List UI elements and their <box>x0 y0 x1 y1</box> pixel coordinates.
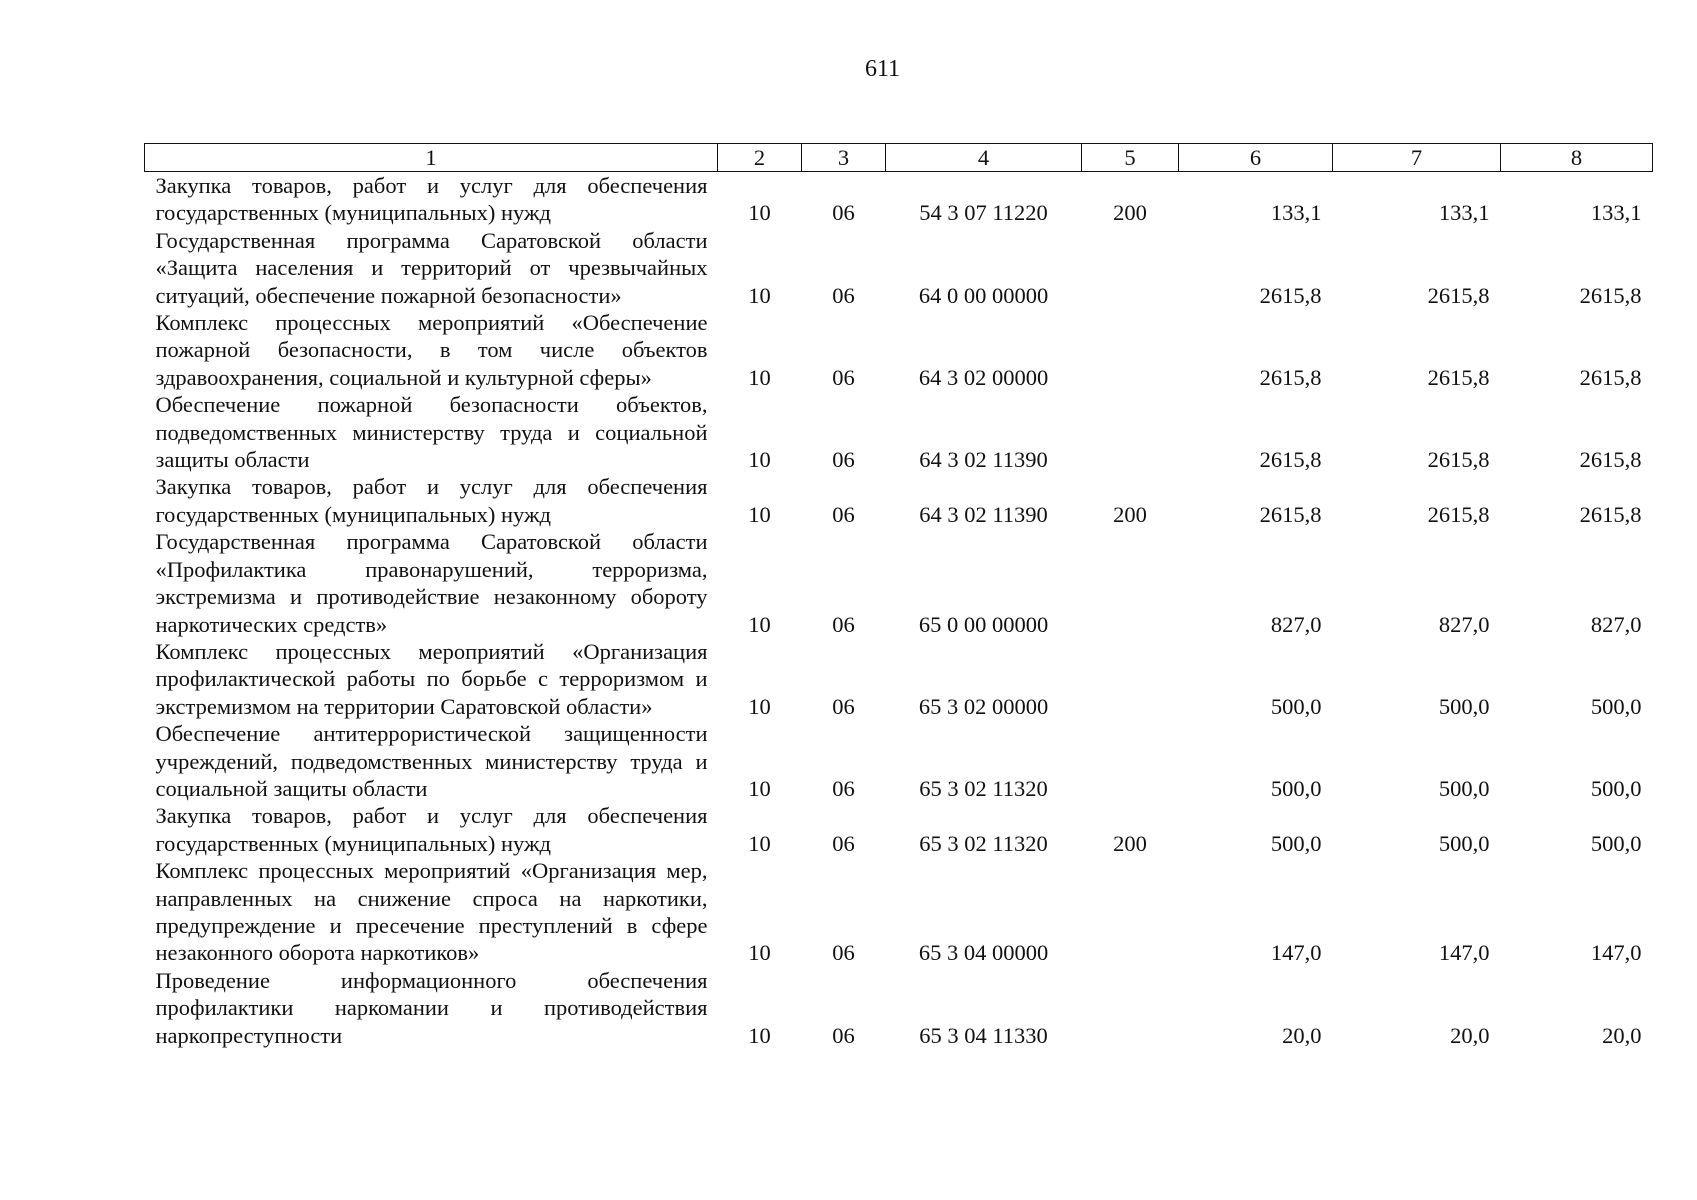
row-amount-1: 500,0 <box>1270 830 1322 856</box>
row-target-code: 64 0 00 00000 <box>918 282 1049 308</box>
row-subsection: 06 <box>832 282 855 308</box>
row-expense-type <box>1082 391 1179 473</box>
row-amount-1: 2615,8 <box>1259 501 1322 527</box>
table-row <box>145 528 1653 638</box>
row-description: Комплекс процессных мероприятий «Организация профилактической работы по борьбе с терроризмом и экстремизмом на территории Саратовской области» <box>155 638 708 719</box>
row-amount-2: 2615,8 <box>1427 364 1490 390</box>
row-amount-3: 2615,8 <box>1579 282 1642 308</box>
row-amount-1: 2615,8 <box>1259 282 1322 308</box>
row-amount-3: 827,0 <box>1590 611 1642 637</box>
table-row <box>145 720 1653 802</box>
row-target-code: 64 3 02 11390 <box>919 447 1048 473</box>
row-amount-2: 2615,8 <box>1427 447 1490 473</box>
row-subsection: 06 <box>832 364 855 390</box>
row-expense-type <box>1082 227 1179 309</box>
row-target-code: 65 0 00 00000 <box>918 611 1049 637</box>
row-target-code: 64 3 02 11390 <box>919 501 1048 527</box>
row-target-code: 64 3 02 00000 <box>918 364 1049 390</box>
row-amount-3: 2615,8 <box>1579 364 1642 390</box>
page-number: 611 <box>864 56 901 82</box>
row-section: 10 <box>748 364 771 390</box>
header-col-3: 3 <box>802 144 886 172</box>
row-subsection: 06 <box>832 447 855 473</box>
row-subsection: 06 <box>832 1022 855 1048</box>
header-col-6: 6 <box>1179 144 1333 172</box>
row-amount-2: 500,0 <box>1438 775 1490 801</box>
table-row <box>145 391 1653 473</box>
budget-table <box>144 143 1653 1049</box>
row-subsection: 06 <box>832 940 855 966</box>
row-amount-3: 500,0 <box>1590 693 1642 719</box>
row-amount-1: 147,0 <box>1270 940 1322 966</box>
row-amount-2: 2615,8 <box>1427 282 1490 308</box>
row-description: Комплекс процессных мероприятий «Организация мер, направленных на снижение спроса на наркотики, предупреждение и пресечение преступлений в сфере незаконного оборота наркотиков» <box>155 858 708 966</box>
row-section: 10 <box>748 200 771 226</box>
row-expense-type: 200 <box>1113 830 1147 856</box>
row-description: Государственная программа Саратовской области «Профилактика правонарушений, терроризма, экстремизма и противодействие незаконному обороту наркотических средств» <box>155 529 708 637</box>
row-subsection: 06 <box>832 775 855 801</box>
header-col-4: 4 <box>886 144 1082 172</box>
row-description: Проведение информационного обеспечения профилактики наркомании и противодействия наркопреступности <box>155 967 708 1048</box>
row-amount-1: 2615,8 <box>1259 364 1322 390</box>
row-section: 10 <box>748 282 771 308</box>
table-row <box>145 227 1653 309</box>
row-description: Комплекс процессных мероприятий «Обеспечение пожарной безопасности, в том числе объектов здравоохранения, социальной и культурной сферы» <box>155 310 708 390</box>
row-section: 10 <box>748 775 771 801</box>
table-row <box>145 172 1653 227</box>
row-section: 10 <box>748 830 771 856</box>
row-expense-type <box>1082 528 1179 638</box>
row-expense-type <box>1082 857 1179 967</box>
table-row <box>145 473 1653 528</box>
row-description: Государственная программа Саратовской области «Защита населения и территорий от чрезвычайных ситуаций, обеспечение пожарной безопасности» <box>155 227 708 308</box>
row-expense-type <box>1082 638 1179 720</box>
table-row <box>145 309 1653 391</box>
row-section: 10 <box>748 1022 771 1048</box>
row-amount-1: 20,0 <box>1282 1022 1322 1048</box>
row-description: Обеспечение антитеррористической защищенности учреждений, подведомственных министерству труда и социальной защиты области <box>155 721 708 801</box>
row-amount-3: 500,0 <box>1590 775 1642 801</box>
row-amount-2: 2615,8 <box>1427 501 1490 527</box>
table-row <box>145 802 1653 857</box>
row-description: Обеспечение пожарной безопасности объектов, подведомственных министерству труда и социальной защиты области <box>155 392 708 473</box>
row-description: Закупка товаров, работ и услуг для обеспечения государственных (муниципальных) нужд <box>155 173 708 226</box>
row-description: Закупка товаров, работ и услуг для обеспечения государственных (муниципальных) нужд <box>155 474 708 527</box>
row-amount-2: 827,0 <box>1438 611 1490 637</box>
row-amount-3: 2615,8 <box>1579 501 1642 527</box>
row-expense-type <box>1082 309 1179 391</box>
row-amount-3: 2615,8 <box>1579 447 1642 473</box>
table-body <box>145 172 1653 1050</box>
row-target-code: 65 3 02 00000 <box>918 693 1049 719</box>
row-amount-1: 500,0 <box>1270 693 1322 719</box>
row-amount-2: 147,0 <box>1438 940 1490 966</box>
row-target-code: 65 3 02 11320 <box>919 775 1048 801</box>
header-col-7: 7 <box>1333 144 1501 172</box>
row-amount-2: 20,0 <box>1450 1022 1490 1048</box>
row-amount-2: 500,0 <box>1438 693 1490 719</box>
row-amount-3: 500,0 <box>1590 830 1642 856</box>
table-row <box>145 638 1653 720</box>
row-section: 10 <box>748 501 771 527</box>
row-amount-3: 147,0 <box>1590 940 1642 966</box>
table-row <box>145 967 1653 1049</box>
header-col-2: 2 <box>718 144 802 172</box>
row-expense-type <box>1082 720 1179 802</box>
row-amount-2: 133,1 <box>1438 200 1490 226</box>
header-col-8: 8 <box>1501 144 1653 172</box>
row-section: 10 <box>748 447 771 473</box>
row-subsection: 06 <box>832 830 855 856</box>
row-subsection: 06 <box>832 693 855 719</box>
row-section: 10 <box>748 611 771 637</box>
row-subsection: 06 <box>832 200 855 226</box>
row-expense-type <box>1082 967 1179 1049</box>
row-target-code: 65 3 02 11320 <box>919 830 1048 856</box>
row-expense-type: 200 <box>1113 501 1147 527</box>
row-amount-2: 500,0 <box>1438 830 1490 856</box>
row-amount-1: 827,0 <box>1270 611 1322 637</box>
row-amount-3: 20,0 <box>1602 1022 1642 1048</box>
row-section: 10 <box>748 693 771 719</box>
row-amount-3: 133,1 <box>1590 200 1642 226</box>
row-target-code: 65 3 04 11330 <box>919 1022 1048 1048</box>
row-target-code: 65 3 04 00000 <box>918 940 1049 966</box>
row-amount-1: 500,0 <box>1270 775 1322 801</box>
row-description: Закупка товаров, работ и услуг для обеспечения государственных (муниципальных) нужд <box>155 803 708 856</box>
header-row <box>145 144 1653 172</box>
row-section: 10 <box>748 940 771 966</box>
header-col-5: 5 <box>1082 144 1179 172</box>
row-target-code: 54 3 07 11220 <box>919 200 1048 226</box>
table-header <box>145 144 1653 172</box>
row-subsection: 06 <box>832 611 855 637</box>
header-col-1: 1 <box>145 144 718 172</box>
row-expense-type: 200 <box>1113 200 1147 226</box>
row-amount-1: 2615,8 <box>1259 447 1322 473</box>
row-amount-1: 133,1 <box>1270 200 1322 226</box>
row-subsection: 06 <box>832 501 855 527</box>
table-row <box>145 857 1653 967</box>
